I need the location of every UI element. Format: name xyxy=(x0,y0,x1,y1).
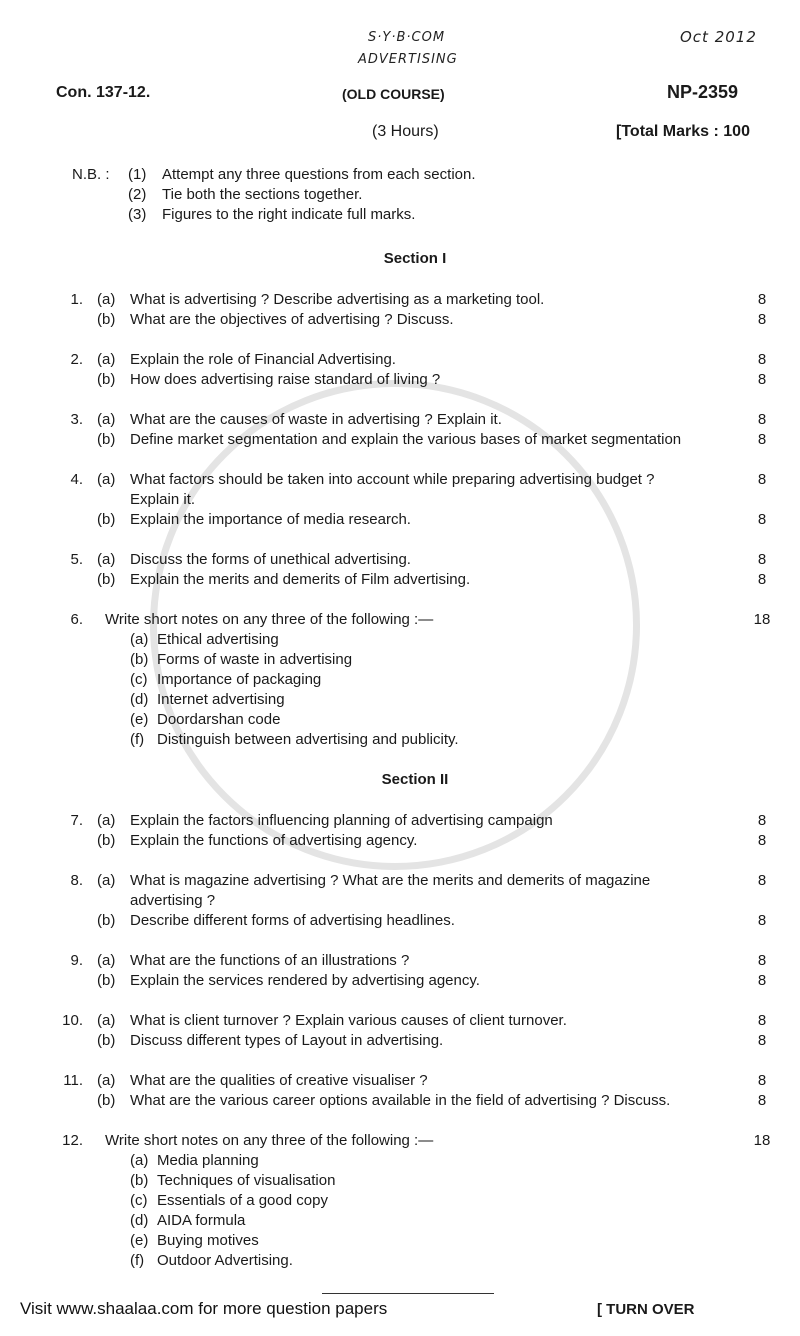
part-text: Explain the role of Financial Advertising. xyxy=(130,351,396,368)
question-line xyxy=(0,430,800,450)
part-text: What are the functions of an illustrations ? xyxy=(130,952,410,969)
subitem xyxy=(0,670,800,690)
part-label: (a) xyxy=(97,351,116,368)
question-line xyxy=(0,911,800,931)
question-text: Write short notes on any three of the following :— xyxy=(105,1132,434,1149)
part-label: (a) xyxy=(97,551,116,568)
part-marks: 8 xyxy=(757,291,767,308)
question-line xyxy=(0,1071,800,1091)
part-label: (a) xyxy=(97,812,116,829)
question-line xyxy=(0,610,800,630)
part-marks: 8 xyxy=(757,952,767,969)
subitem-text: Buying motives xyxy=(157,1232,259,1249)
part-text: What are the various career options available in the field of advertising ? Discuss. xyxy=(130,1092,671,1109)
handwritten-course: S·Y·B·COM xyxy=(368,30,446,45)
subitem-text: Forms of waste in advertising xyxy=(157,651,353,668)
part-text: Explain the services rendered by advertising agency. xyxy=(130,972,480,989)
question-line xyxy=(0,570,800,590)
part-text: What is magazine advertising ? What are the merits and demerits of magazine xyxy=(130,872,651,889)
question xyxy=(0,951,800,991)
part-label: (b) xyxy=(97,371,116,388)
question xyxy=(0,350,800,390)
subitem-label: (f) xyxy=(130,731,145,748)
question-area xyxy=(0,250,800,1271)
subitem-text: Internet advertising xyxy=(157,691,285,708)
question-line xyxy=(0,470,800,490)
question-line xyxy=(0,811,800,831)
subitem-text: Outdoor Advertising. xyxy=(157,1252,293,1269)
part-marks: 8 xyxy=(757,1092,767,1109)
question-number: 10. xyxy=(62,1012,83,1029)
turn-over: [ TURN OVER xyxy=(597,1301,695,1318)
subitem xyxy=(0,1231,800,1251)
question-line xyxy=(0,891,800,911)
course-type: (OLD COURSE) xyxy=(342,86,445,102)
question-line xyxy=(0,490,800,510)
question-number: 4. xyxy=(70,471,83,488)
part-label: (a) xyxy=(97,471,116,488)
question-number: 7. xyxy=(70,812,83,829)
subitem-text: Importance of packaging xyxy=(157,671,322,688)
question-line xyxy=(0,871,800,891)
subitem-label: (e) xyxy=(130,711,149,728)
part-marks: 8 xyxy=(757,872,767,889)
question-marks: 18 xyxy=(753,1132,771,1149)
question-number: 11. xyxy=(63,1072,83,1089)
question-line xyxy=(0,310,800,330)
question-number: 3. xyxy=(70,411,83,428)
part-label: (b) xyxy=(97,571,116,588)
part-marks: 8 xyxy=(757,972,767,989)
subitem-label: (d) xyxy=(130,1212,149,1229)
subitem xyxy=(0,1211,800,1231)
subitem xyxy=(0,1251,800,1271)
subitem-text: Ethical advertising xyxy=(157,631,279,648)
question-line xyxy=(0,550,800,570)
part-marks: 8 xyxy=(757,1012,767,1029)
part-text: Define market segmentation and explain the various bases of market segmentation xyxy=(130,431,682,448)
part-label: (b) xyxy=(97,431,116,448)
part-marks: 8 xyxy=(757,511,767,528)
subitem-label: (b) xyxy=(130,651,149,668)
part-text: What are the qualities of creative visualiser ? xyxy=(130,1072,428,1089)
part-marks: 8 xyxy=(757,912,767,929)
question xyxy=(0,410,800,450)
part-text: Explain the factors influencing planning of advertising campaign xyxy=(130,812,553,829)
question-text: Write short notes on any three of the following :— xyxy=(105,611,434,628)
part-marks: 8 xyxy=(757,571,767,588)
question-number: 1. xyxy=(70,291,83,308)
handwritten-subject: ADVERTISING xyxy=(358,52,458,67)
con-number: Con. 137-12. xyxy=(56,84,151,101)
nb-item-number: (3) xyxy=(128,206,147,223)
part-marks: 8 xyxy=(757,812,767,829)
part-label: (b) xyxy=(97,912,116,929)
end-rule xyxy=(322,1293,494,1294)
question xyxy=(0,1131,800,1271)
question-number: 6. xyxy=(70,611,83,628)
part-marks: 8 xyxy=(757,351,767,368)
nb-label: N.B. : xyxy=(72,166,110,183)
part-label: (a) xyxy=(97,1072,116,1089)
footer-visit-text: Visit www.shaalaa.com for more question papers xyxy=(20,1299,388,1318)
subitem xyxy=(0,630,800,650)
part-text: Explain it. xyxy=(130,491,196,508)
part-label: (b) xyxy=(97,1092,116,1109)
question-number: 5. xyxy=(70,551,83,568)
part-text: Discuss different types of Layout in advertising. xyxy=(130,1032,444,1049)
subitem-text: Doordarshan code xyxy=(157,711,281,728)
part-label: (a) xyxy=(97,952,116,969)
question xyxy=(0,610,800,750)
question-line xyxy=(0,951,800,971)
question xyxy=(0,811,800,851)
nb-item-number: (1) xyxy=(128,166,147,183)
subitem-label: (c) xyxy=(130,671,148,688)
question xyxy=(0,1071,800,1111)
part-label: (a) xyxy=(97,1012,116,1029)
part-text: What are the causes of waste in advertising ? Explain it. xyxy=(130,411,502,428)
question xyxy=(0,1011,800,1051)
part-label: (a) xyxy=(97,411,116,428)
part-text: Discuss the forms of unethical advertising. xyxy=(130,551,411,568)
question-line xyxy=(0,510,800,530)
part-marks: 8 xyxy=(757,832,767,849)
subitem-label: (f) xyxy=(130,1252,145,1269)
part-marks: 8 xyxy=(757,431,767,448)
part-text: advertising ? xyxy=(130,892,216,909)
nb-item-text: Attempt any three questions from each section. xyxy=(162,166,476,183)
subitem xyxy=(0,710,800,730)
part-marks: 8 xyxy=(757,1072,767,1089)
total-marks: [Total Marks : 100 xyxy=(616,123,750,140)
part-label: (b) xyxy=(97,832,116,849)
subitem-text: Essentials of a good copy xyxy=(157,1192,328,1209)
subitem xyxy=(0,1151,800,1171)
part-label: (b) xyxy=(97,1032,116,1049)
section-title: Section I xyxy=(383,250,447,267)
subitem-text: AIDA formula xyxy=(157,1212,246,1229)
subitem-label: (c) xyxy=(130,1192,148,1209)
part-marks: 8 xyxy=(757,411,767,428)
question-number: 9. xyxy=(70,952,83,969)
question-line xyxy=(0,1131,800,1151)
subitem-label: (a) xyxy=(130,1152,149,1169)
question-number: 12. xyxy=(62,1132,83,1149)
handwritten-date: Oct 2012 xyxy=(680,28,757,46)
part-marks: 8 xyxy=(757,311,767,328)
part-marks: 8 xyxy=(757,471,767,488)
subitem-label: (d) xyxy=(130,691,149,708)
part-label: (b) xyxy=(97,511,116,528)
subitem-text: Techniques of visualisation xyxy=(157,1172,336,1189)
question-line xyxy=(0,1091,800,1111)
part-marks: 8 xyxy=(757,371,767,388)
part-label: (b) xyxy=(97,311,116,328)
part-marks: 8 xyxy=(757,1032,767,1049)
paper-code: NP-2359 xyxy=(667,82,739,102)
question-line xyxy=(0,290,800,310)
question xyxy=(0,550,800,590)
question xyxy=(0,470,800,530)
part-text: What is advertising ? Describe advertising as a marketing tool. xyxy=(130,291,545,308)
part-text: Explain the merits and demerits of Film advertising. xyxy=(130,571,471,588)
subitem xyxy=(0,650,800,670)
part-label: (a) xyxy=(97,872,116,889)
part-text: How does advertising raise standard of living ? xyxy=(130,371,441,388)
part-marks: 8 xyxy=(757,551,767,568)
part-text: What factors should be taken into account while preparing advertising budget ? xyxy=(130,471,655,488)
subitem xyxy=(0,690,800,710)
subitem-text: Media planning xyxy=(157,1152,259,1169)
question-number: 2. xyxy=(70,351,83,368)
subitem-text: Distinguish between advertising and publicity. xyxy=(157,731,459,748)
part-text: What are the objectives of advertising ? Discuss. xyxy=(130,311,454,328)
subitem xyxy=(0,1191,800,1211)
question-line xyxy=(0,1011,800,1031)
nb-item-text: Figures to the right indicate full marks. xyxy=(162,206,416,223)
part-label: (a) xyxy=(97,291,116,308)
question-line xyxy=(0,1031,800,1051)
nb-item-text: Tie both the sections together. xyxy=(162,186,363,203)
question xyxy=(0,290,800,330)
question xyxy=(0,871,800,931)
subitem-label: (e) xyxy=(130,1232,149,1249)
question-line xyxy=(0,410,800,430)
section-title: Section II xyxy=(381,771,449,788)
subitem xyxy=(0,1171,800,1191)
part-label: (b) xyxy=(97,972,116,989)
question-line xyxy=(0,971,800,991)
subitem-label: (b) xyxy=(130,1172,149,1189)
question-line xyxy=(0,370,800,390)
subitem-label: (a) xyxy=(130,631,149,648)
question-number: 8. xyxy=(70,872,83,889)
part-text: What is client turnover ? Explain various causes of client turnover. xyxy=(130,1012,567,1029)
part-text: Explain the functions of advertising agency. xyxy=(130,832,418,849)
question-line xyxy=(0,831,800,851)
subitem xyxy=(0,730,800,750)
nb-item-number: (2) xyxy=(128,186,147,203)
question-marks: 18 xyxy=(753,611,771,628)
part-text: Describe different forms of advertising headlines. xyxy=(130,912,455,929)
question-line xyxy=(0,350,800,370)
duration: (3 Hours) xyxy=(372,123,439,140)
part-text: Explain the importance of media research. xyxy=(130,511,411,528)
